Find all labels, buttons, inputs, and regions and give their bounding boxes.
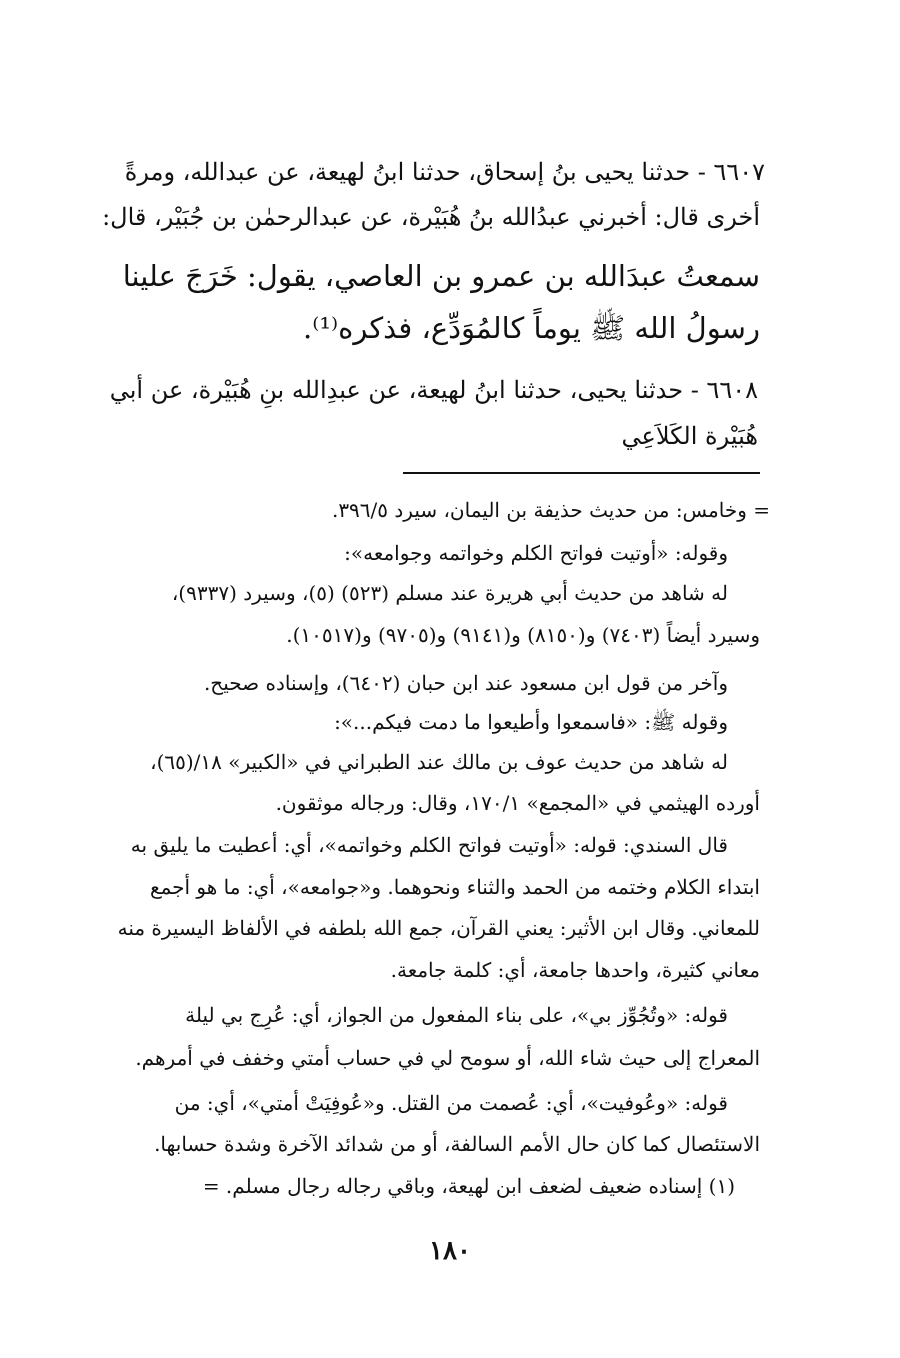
footnote-line: (١) إسناده ضعيف لضعف ابن لهيعة، وباقي رجاله رجال مسلم. =: [202, 1174, 735, 1198]
footnote-line: له شاهد من حديث عوف بن مالك عند الطبراني في «الكبير» ١٨/(٦٥)،: [150, 750, 728, 774]
main-text-line: ٦٦٠٧ - حدثنا يحيى بنُ إسحاق، حدثنا ابنُ لهيعة، عن عبدالله، ومرةً: [124, 158, 765, 186]
footnote-line: قوله: «وتُجُوِّز بي»، على بناء المفعول من الجواز، أي: عُرِج بي ليلة: [185, 1003, 728, 1027]
footnote-line: وقوله ﷺ: «فاسمعوا وأطيعوا ما دمت فيكم...»:: [334, 710, 728, 734]
footnote-line: ابتداء الكلام وختمه من الحمد والثناء ونحوهما. و«جوامعه»، أي: ما هو أجمع: [149, 875, 760, 899]
footnote-line: وآخر من قول ابن مسعود عند ابن حبان (٦٤٠٢)، وإسناده صحيح.: [203, 671, 728, 695]
page-number: ١٨٠: [429, 1236, 471, 1266]
footnote-line: قال السندي: قوله: «أوتيت فواتح الكلم وخواتمه»، أي: أعطيت ما يليق به: [130, 833, 728, 857]
footnote-separator: [403, 472, 760, 474]
footnote-line: وقوله: «أوتيت فواتح الكلم وخواتمه وجوامعه»:: [344, 541, 728, 565]
main-text-line: رسولُ الله ﷺ يوماً كالمُوَدِّع، فذكره⁽¹⁾.: [303, 311, 760, 345]
footnote-line: أورده الهيثمي في «المجمع» ١٧٠/١، وقال: ورجاله موثقون.: [275, 791, 760, 815]
main-text-line: ٦٦٠٨ - حدثنا يحيى، حدثنا ابنُ لهيعة، عن عبدِالله بنِ هُبَيْرة، عن أبي: [109, 376, 758, 404]
main-text-line: سمعتُ عبدَالله بن عمرو بن العاصي، يقول: خَرَجَ علينا: [122, 259, 760, 293]
footnote-line: قوله: «وعُوفيت»، أي: عُصمت من القتل. و«عُوفِيَتْ أمتي»، أي: من: [174, 1091, 728, 1115]
footnote-line: له شاهد من حديث أبي هريرة عند مسلم (٥٢٣) (٥)، وسيرد (٩٣٣٧)،: [171, 581, 728, 605]
main-text-line: هُبَيْرة الكَلاَعِي: [621, 422, 758, 450]
footnote-line: المعراج إلى حيث شاء الله، أو سومح لي في حساب أمتي وخفف في أمرهم.: [135, 1046, 760, 1070]
footnote-line: وسيرد أيضاً (٧٤٠٣) و(٨١٥٠) و(٩١٤١) و(٩٧٠٥) و(١٠٥١٧).: [286, 623, 760, 647]
footnote-line: معاني كثيرة، واحدها جامعة، أي: كلمة جامعة.: [390, 958, 760, 982]
main-text-line: أخرى قال: أخبرني عبدُالله بنُ هُبَيْرة، عن عبدالرحمٰن بن جُبَيْر، قال:: [102, 203, 760, 231]
footnote-line: للمعاني. وقال ابن الأثير: يعني القرآن، جمع الله بلطفه في الألفاظ اليسيرة منه: [117, 916, 760, 940]
footnote-line: الاستئصال كما كان حال الأمم السالفة، أو من شدائد الآخرة وشدة حسابها.: [154, 1132, 760, 1156]
footnote-line: = وخامس: من حديث حذيفة بن اليمان، سيرد ٣٩٦/٥.: [331, 498, 770, 522]
